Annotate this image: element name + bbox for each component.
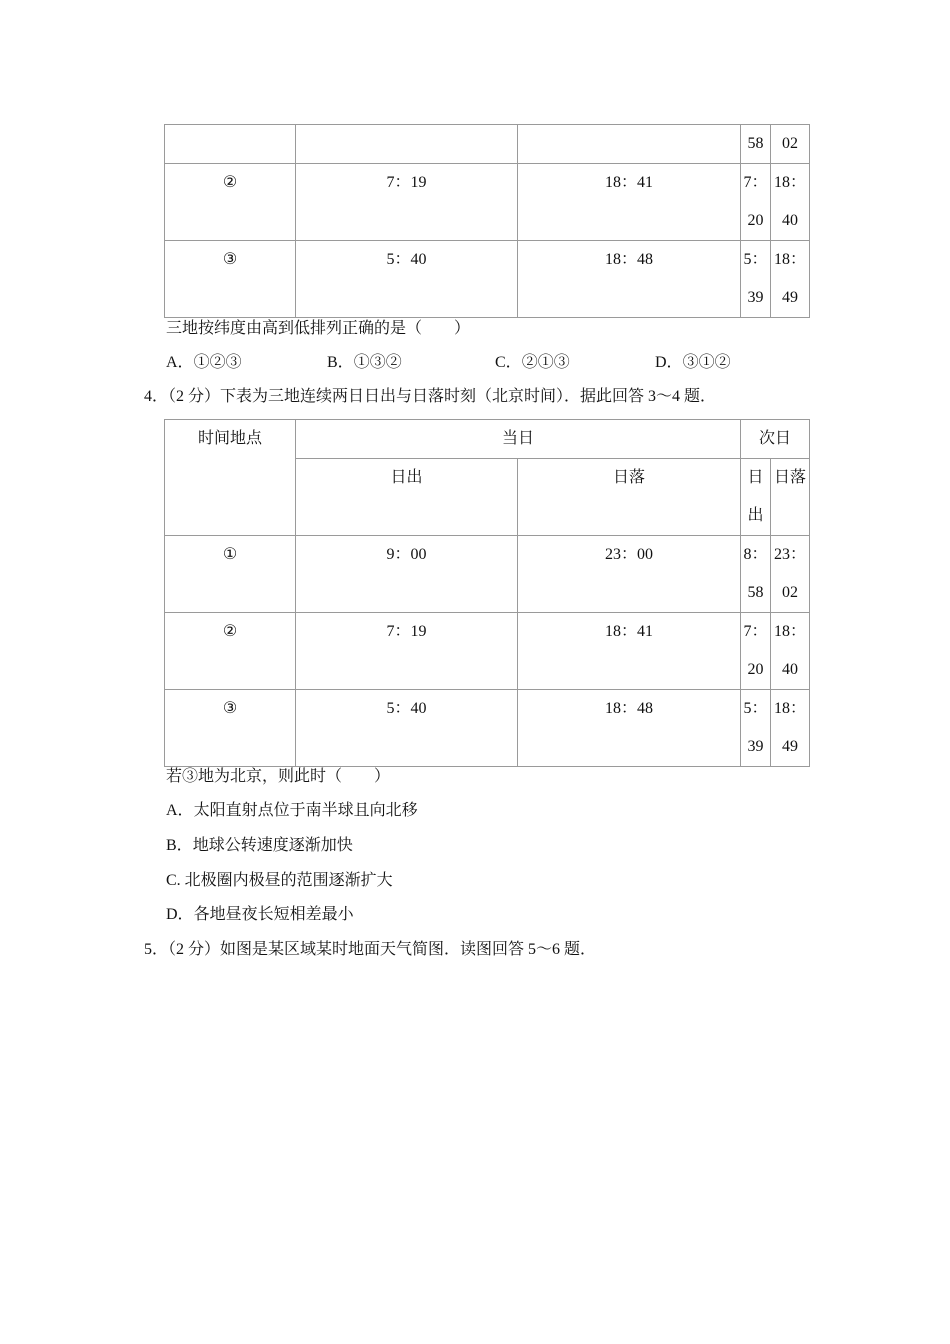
q4-option-b[interactable]: B．地球公转速度逐渐加快 [166, 837, 353, 854]
q3-stem: 三地按纬度由高到低排列正确的是（ ） [166, 320, 471, 337]
place-cell: ③ [165, 690, 296, 767]
table-row [165, 690, 810, 767]
q4-stem: 若③地为北京，则此时（ ） [166, 768, 391, 785]
header-today: 当日 [296, 420, 741, 459]
table-header-row [165, 420, 810, 459]
q4-option-a[interactable]: A．太阳直射点位于南半球且向北移 [166, 802, 418, 819]
table-row [165, 164, 810, 241]
place-cell: ② [165, 613, 296, 690]
next-set-cell: 18： 49 [771, 241, 810, 318]
place-cell: ③ [165, 241, 296, 318]
next-rise-cell: 5： 39 [741, 241, 771, 318]
next-rise-cell: 5： 39 [741, 690, 771, 767]
q4-sun-table [164, 419, 810, 767]
rise-cell: 7：19 [296, 164, 518, 241]
header-next-day: 次日 [741, 420, 810, 459]
next-set-cell: 18： 49 [771, 690, 810, 767]
set-cell: 18：48 [518, 690, 741, 767]
table-row [165, 125, 810, 164]
next-set-cell: 02 [771, 125, 810, 164]
q3-option-d[interactable]: D．③①② [655, 354, 731, 371]
next-set-cell: 18： 40 [771, 613, 810, 690]
q4-intro: 4．（2 分）下表为三地连续两日日出与日落时刻（北京时间）．据此回答 3～4 题． [144, 388, 717, 405]
q5-intro: 5．（2 分）如图是某区域某时地面天气简图．读图回答 5～6 题． [144, 941, 597, 958]
rise-cell: 5：40 [296, 690, 518, 767]
rise-cell: 9：00 [296, 536, 518, 613]
set-cell: 23：00 [518, 536, 741, 613]
rise-cell: 7：19 [296, 613, 518, 690]
top-sun-table [164, 124, 810, 318]
place-cell: ② [165, 164, 296, 241]
next-set-cell: 18： 40 [771, 164, 810, 241]
next-rise-cell: 58 [741, 125, 771, 164]
table-row [165, 613, 810, 690]
header-sunrise: 日出 [296, 459, 518, 536]
table-row [165, 241, 810, 318]
q4-option-c[interactable]: C. 北极圈内极昼的范围逐渐扩大 [166, 872, 393, 889]
next-rise-cell: 7： 20 [741, 613, 771, 690]
place-cell: ① [165, 536, 296, 613]
set-cell: 18：48 [518, 241, 741, 318]
set-cell: 18：41 [518, 164, 741, 241]
q4-option-d[interactable]: D．各地昼夜长短相差最小 [166, 906, 354, 923]
rise-cell: 5：40 [296, 241, 518, 318]
next-rise-cell: 7： 20 [741, 164, 771, 241]
header-place: 时间地点 [165, 420, 296, 536]
q3-option-b[interactable]: B．①③② [327, 354, 402, 371]
header-sunset: 日落 [518, 459, 741, 536]
header-next-sunrise: 日 出 [741, 459, 771, 536]
table-row [165, 536, 810, 613]
next-rise-cell: 8： 58 [741, 536, 771, 613]
q3-option-c[interactable]: C．②①③ [495, 354, 570, 371]
next-set-cell: 23： 02 [771, 536, 810, 613]
q3-option-a[interactable]: A．①②③ [166, 354, 242, 371]
header-next-sunset: 日落 [771, 459, 810, 536]
set-cell: 18：41 [518, 613, 741, 690]
